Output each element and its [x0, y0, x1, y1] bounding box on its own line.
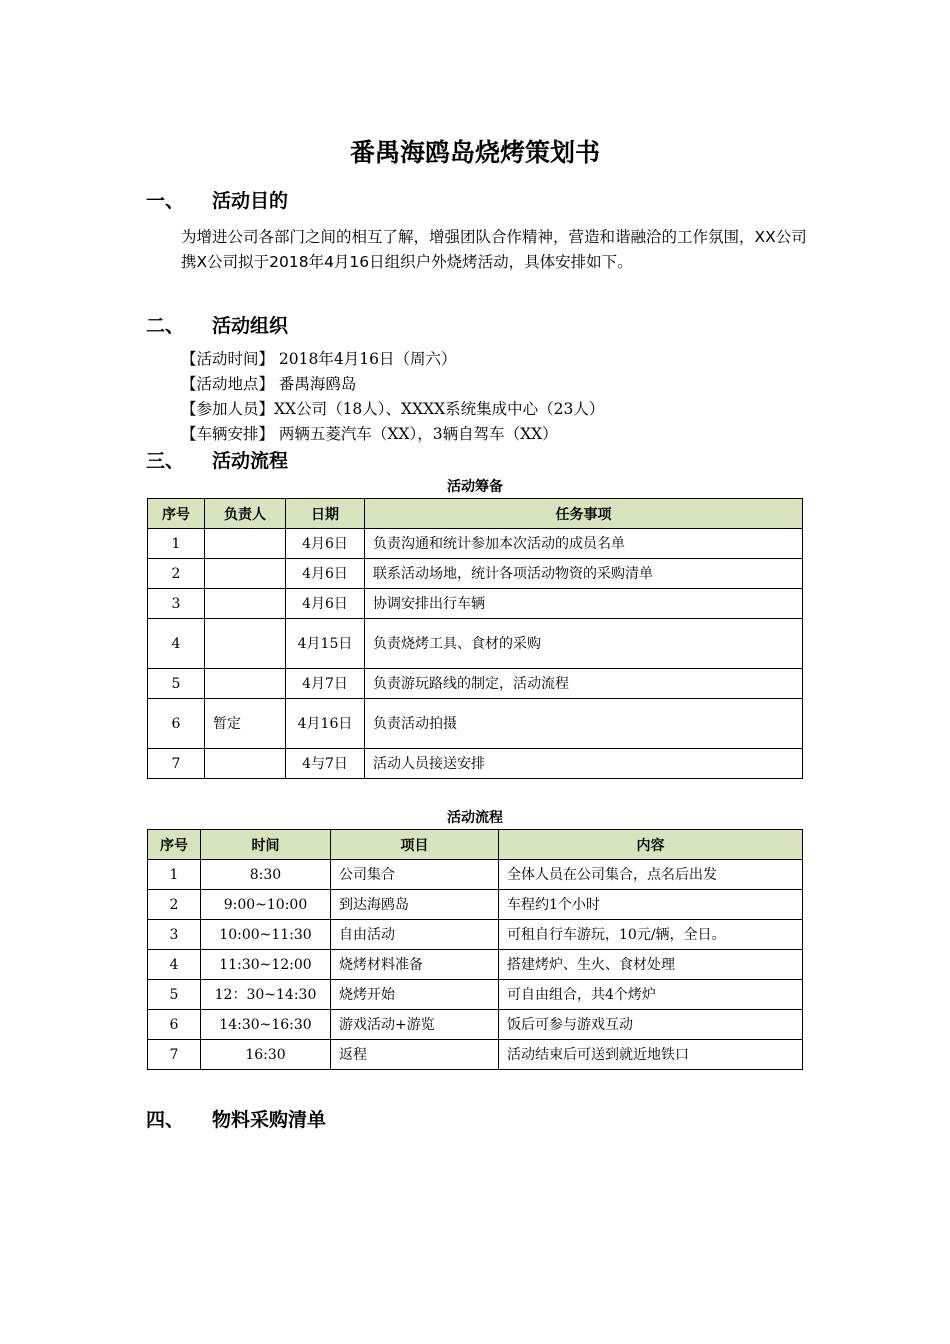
cell-owner: [205, 749, 286, 779]
cell-task: 负责游玩路线的制定，活动流程: [365, 669, 803, 699]
cell-date: 4月6日: [286, 589, 365, 619]
section-heading-purpose: [146, 187, 288, 215]
cell-index: 3: [148, 589, 205, 619]
header-cell: 任务事项: [365, 499, 803, 529]
document-title: 番禺海鸥岛烧烤策划书: [349, 138, 600, 167]
cell-date: 4月6日: [286, 529, 365, 559]
cell-index: 6: [148, 699, 205, 749]
cell-content: 搭建烤炉、生火、食材处理: [499, 950, 803, 980]
cell-owner: [205, 619, 286, 669]
cell-owner: [205, 589, 286, 619]
cell-date: 4与7日: [286, 749, 365, 779]
table-row: [148, 1040, 803, 1070]
org-line-time: 【活动时间】 2018年4月16日（周六）: [181, 350, 457, 368]
section-number: 二、: [146, 315, 185, 337]
cell-task: 负责活动拍摄: [365, 699, 803, 749]
section-title: 活动目的: [212, 190, 289, 212]
table-row: [148, 950, 803, 980]
cell-item: 自由活动: [331, 920, 499, 950]
header-cell: 时间: [201, 830, 331, 860]
cell-time: 9:00~10:00: [201, 890, 331, 920]
table-row: [148, 589, 803, 619]
table-row: [148, 860, 803, 890]
cell-index: 5: [148, 980, 201, 1010]
table-row: [148, 980, 803, 1010]
table-header-row: [148, 830, 803, 860]
table-row: [148, 1010, 803, 1040]
header-cell: 项目: [331, 830, 499, 860]
cell-time: 8:30: [201, 860, 331, 890]
section-number: 一、: [146, 190, 185, 212]
org-line-vehicles: 【车辆安排】 两辆五菱汽车（XX），3辆自驾车（XX）: [181, 425, 558, 443]
table-row: [148, 890, 803, 920]
cell-index: 7: [148, 1040, 201, 1070]
flow-table: [147, 829, 803, 1070]
section-number: 四、: [146, 1109, 185, 1131]
cell-item: 公司集合: [331, 860, 499, 890]
org-line-participants: 【参加人员】XX公司（18人）、XXXX系统集成中心（23人）: [181, 400, 605, 418]
cell-owner: [205, 559, 286, 589]
cell-time: 16:30: [201, 1040, 331, 1070]
cell-time: 11:30~12:00: [201, 950, 331, 980]
section-heading-flow: [146, 447, 288, 475]
cell-owner: [205, 529, 286, 559]
cell-index: 1: [148, 860, 201, 890]
header-cell: 日期: [286, 499, 365, 529]
cell-date: 4月16日: [286, 699, 365, 749]
cell-index: 3: [148, 920, 201, 950]
cell-task: 联系活动场地，统计各项活动物资的采购清单: [365, 559, 803, 589]
prep-table-caption: 活动筹备: [447, 479, 503, 495]
section-title: 物料采购清单: [212, 1109, 327, 1131]
cell-time: 14:30~16:30: [201, 1010, 331, 1040]
cell-content: 可自由组合，共4个烤炉: [499, 980, 803, 1010]
cell-item: 游戏活动+游览: [331, 1010, 499, 1040]
cell-index: 1: [148, 529, 205, 559]
section-title: 活动流程: [212, 450, 289, 472]
purpose-paragraph: 为增进公司各部门之间的相互了解，增强团队合作精神，营造和谐融洽的工作氛围，XX公司携X公司拟于2018年4月16日组织户外烧烤活动，具体安排如下。: [181, 228, 807, 271]
cell-date: 4月6日: [286, 559, 365, 589]
cell-time: 10:00~11:30: [201, 920, 331, 950]
prep-table: [147, 498, 803, 779]
header-cell: 内容: [499, 830, 803, 860]
cell-date: 4月15日: [286, 619, 365, 669]
cell-content: 可租自行车游玩，10元/辆，全日。: [499, 920, 803, 950]
cell-index: 7: [148, 749, 205, 779]
cell-content: 全体人员在公司集合，点名后出发: [499, 860, 803, 890]
cell-item: 烧烤开始: [331, 980, 499, 1010]
cell-index: 5: [148, 669, 205, 699]
table-row: [148, 920, 803, 950]
section-title: 活动组织: [212, 315, 289, 337]
cell-index: 4: [148, 950, 201, 980]
section-heading-materials: [146, 1106, 326, 1134]
cell-item: 烧烤材料准备: [331, 950, 499, 980]
cell-date: 4月7日: [286, 669, 365, 699]
cell-owner: [205, 669, 286, 699]
cell-item: 返程: [331, 1040, 499, 1070]
cell-content: 饭后可参与游戏互动: [499, 1010, 803, 1040]
table-row: [148, 749, 803, 779]
cell-index: 2: [148, 559, 205, 589]
header-cell: 负责人: [205, 499, 286, 529]
cell-task: 协调安排出行车辆: [365, 589, 803, 619]
cell-index: 6: [148, 1010, 201, 1040]
cell-index: 4: [148, 619, 205, 669]
cell-task: 负责沟通和统计参加本次活动的成员名单: [365, 529, 803, 559]
org-line-location: 【活动地点】 番禺海鸥岛: [181, 375, 357, 393]
section-number: 三、: [146, 450, 185, 472]
cell-task: 活动人员接送安排: [365, 749, 803, 779]
cell-content: 活动结束后可送到就近地铁口: [499, 1040, 803, 1070]
table-row: [148, 529, 803, 559]
header-cell: 序号: [148, 499, 205, 529]
cell-time: 12：30~14:30: [201, 980, 331, 1010]
cell-task: 负责烧烤工具、食材的采购: [365, 619, 803, 669]
cell-content: 车程约1个小时: [499, 890, 803, 920]
table-row: [148, 559, 803, 589]
header-cell: 序号: [148, 830, 201, 860]
table-row: [148, 619, 803, 669]
cell-item: 到达海鸥岛: [331, 890, 499, 920]
table-row: [148, 669, 803, 699]
section-heading-organization: [146, 312, 288, 340]
table-row: [148, 699, 803, 749]
cell-index: 2: [148, 890, 201, 920]
cell-owner: 暂定: [205, 699, 286, 749]
flow-table-caption: 活动流程: [447, 810, 503, 826]
table-header-row: [148, 499, 803, 529]
